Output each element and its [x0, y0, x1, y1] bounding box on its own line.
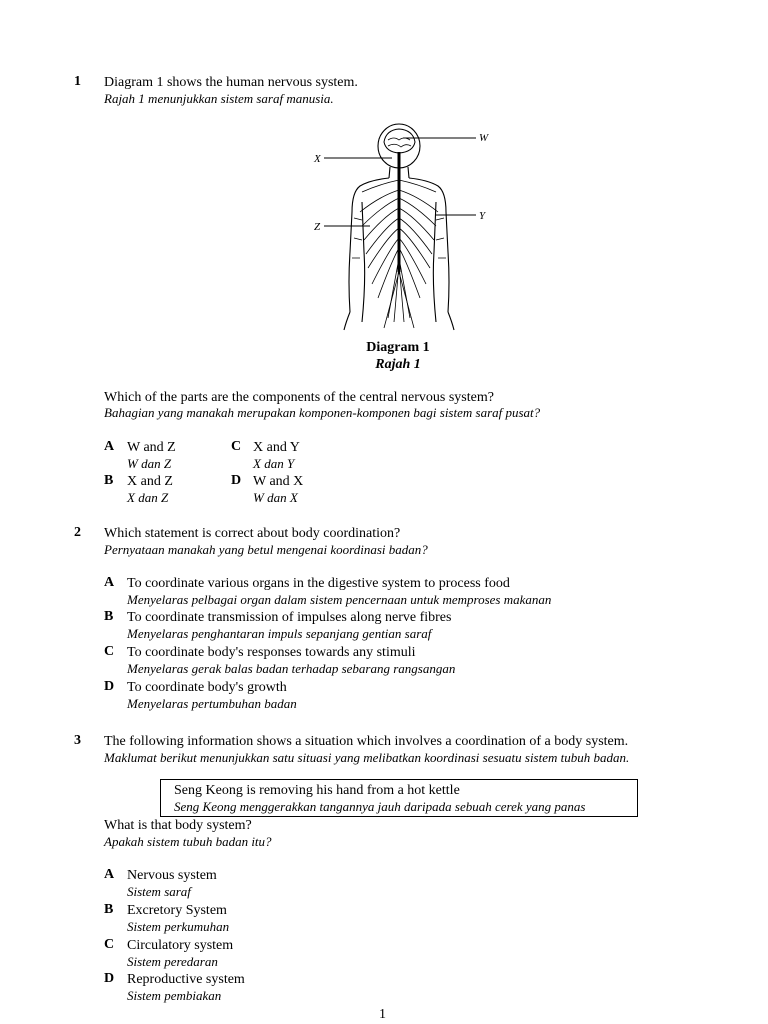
q2-option-d-ms: Menyelaras pertumbuhan badan: [127, 696, 297, 711]
question-3-stem-ms: Maklumat berikut menunjukkan satu situasi yang melibatkan koordinasi sesuatu sistem tubuh badan.: [104, 750, 630, 765]
q1-option-b-en[interactable]: X and Z: [127, 474, 173, 489]
diagram-caption-en: Diagram 1: [366, 340, 430, 355]
q1-option-b-letter: B: [104, 473, 114, 488]
q3-option-c-ms: Sistem peredaran: [127, 954, 218, 969]
question-2-number: 2: [74, 525, 81, 540]
q3-option-c-en[interactable]: Circulatory system: [127, 938, 234, 953]
diagram-caption: [298, 339, 498, 373]
question-1-number: 1: [74, 74, 81, 89]
q3-option-a-ms: Sistem saraf: [127, 884, 191, 899]
q2-option-a-letter: A: [104, 575, 115, 590]
q2-option-a-ms: Menyelaras pelbagai organ dalam sistem pencernaan untuk memproses makanan: [127, 592, 552, 607]
q1-option-d-letter: D: [231, 473, 242, 488]
label-x: X: [314, 153, 321, 165]
q3-option-c-letter: C: [104, 937, 115, 952]
question-1-question-en: Which of the parts are the components of the central nervous system?: [104, 390, 494, 405]
situation-box: [160, 779, 638, 817]
q3-option-b-letter: B: [104, 902, 114, 917]
q3-option-d-en[interactable]: Reproductive system: [127, 972, 245, 987]
question-3-stem-en: The following information shows a situation which involves a coordination of a body system.: [104, 734, 629, 749]
q1-option-c-ms: X dan Y: [253, 456, 295, 471]
diagram-caption-ms: Rajah 1: [375, 357, 421, 372]
q3-option-a-en[interactable]: Nervous system: [127, 868, 217, 883]
nervous-system-diagram: [300, 122, 510, 334]
q2-option-c-ms: Menyelaras gerak balas badan terhadap sebarang rangsangan: [127, 661, 456, 676]
q2-option-c-en[interactable]: To coordinate body's responses towards any stimuli: [127, 645, 416, 660]
label-z: Z: [314, 221, 321, 233]
label-w: W: [479, 132, 489, 144]
question-3-number: 3: [74, 733, 81, 748]
q1-option-c-en[interactable]: X and Y: [253, 440, 300, 455]
question-1-stem-ms: Rajah 1 menunjukkan sistem saraf manusia.: [104, 91, 334, 106]
q1-option-d-en[interactable]: W and X: [253, 474, 304, 489]
situation-box-en: Seng Keong is removing his hand from a hot kettle: [174, 783, 460, 798]
q2-option-b-ms: Menyelaras penghantaran impuls sepanjang gentian saraf: [127, 626, 432, 641]
question-1-question-ms: Bahagian yang manakah merupakan komponen-komponen bagi sistem saraf pusat?: [104, 405, 541, 420]
q2-option-b-en[interactable]: To coordinate transmission of impulses along nerve fibres: [127, 610, 452, 625]
q2-option-a-en[interactable]: To coordinate various organs in the digestive system to process food: [127, 576, 510, 591]
q2-option-d-letter: D: [104, 679, 115, 694]
q1-option-d-ms: W dan X: [253, 490, 298, 505]
q3-option-b-ms: Sistem perkumuhan: [127, 919, 230, 934]
question-3-question-en: What is that body system?: [104, 818, 252, 833]
q1-option-a-en[interactable]: W and Z: [127, 440, 176, 455]
brain-folds: [388, 138, 411, 147]
page-number: 1: [379, 1007, 386, 1022]
q1-option-a-letter: A: [104, 439, 115, 454]
q1-option-b-ms: X dan Z: [127, 490, 169, 505]
brain-outline: [384, 129, 415, 153]
q1-option-c-letter: C: [231, 439, 242, 454]
q3-option-d-ms: Sistem pembiakan: [127, 988, 222, 1003]
q3-option-d-letter: D: [104, 971, 115, 986]
q1-option-a-ms: W dan Z: [127, 456, 172, 471]
q2-option-b-letter: B: [104, 609, 114, 624]
question-3-question-ms: Apakah sistem tubuh badan itu?: [104, 834, 272, 849]
question-2-stem-en: Which statement is correct about body coordination?: [104, 526, 401, 541]
q3-option-a-letter: A: [104, 867, 115, 882]
situation-box-ms: Seng Keong menggerakkan tangannya jauh daripada sebuah cerek yang panas: [174, 799, 586, 814]
q3-option-b-en[interactable]: Excretory System: [127, 903, 227, 918]
question-2-stem-ms: Pernyataan manakah yang betul mengenai koordinasi badan?: [104, 542, 428, 557]
q2-option-c-letter: C: [104, 644, 115, 659]
q2-option-d-en[interactable]: To coordinate body's growth: [127, 680, 287, 695]
label-y: Y: [479, 210, 486, 222]
question-1-stem-en: Diagram 1 shows the human nervous system.: [104, 75, 358, 90]
